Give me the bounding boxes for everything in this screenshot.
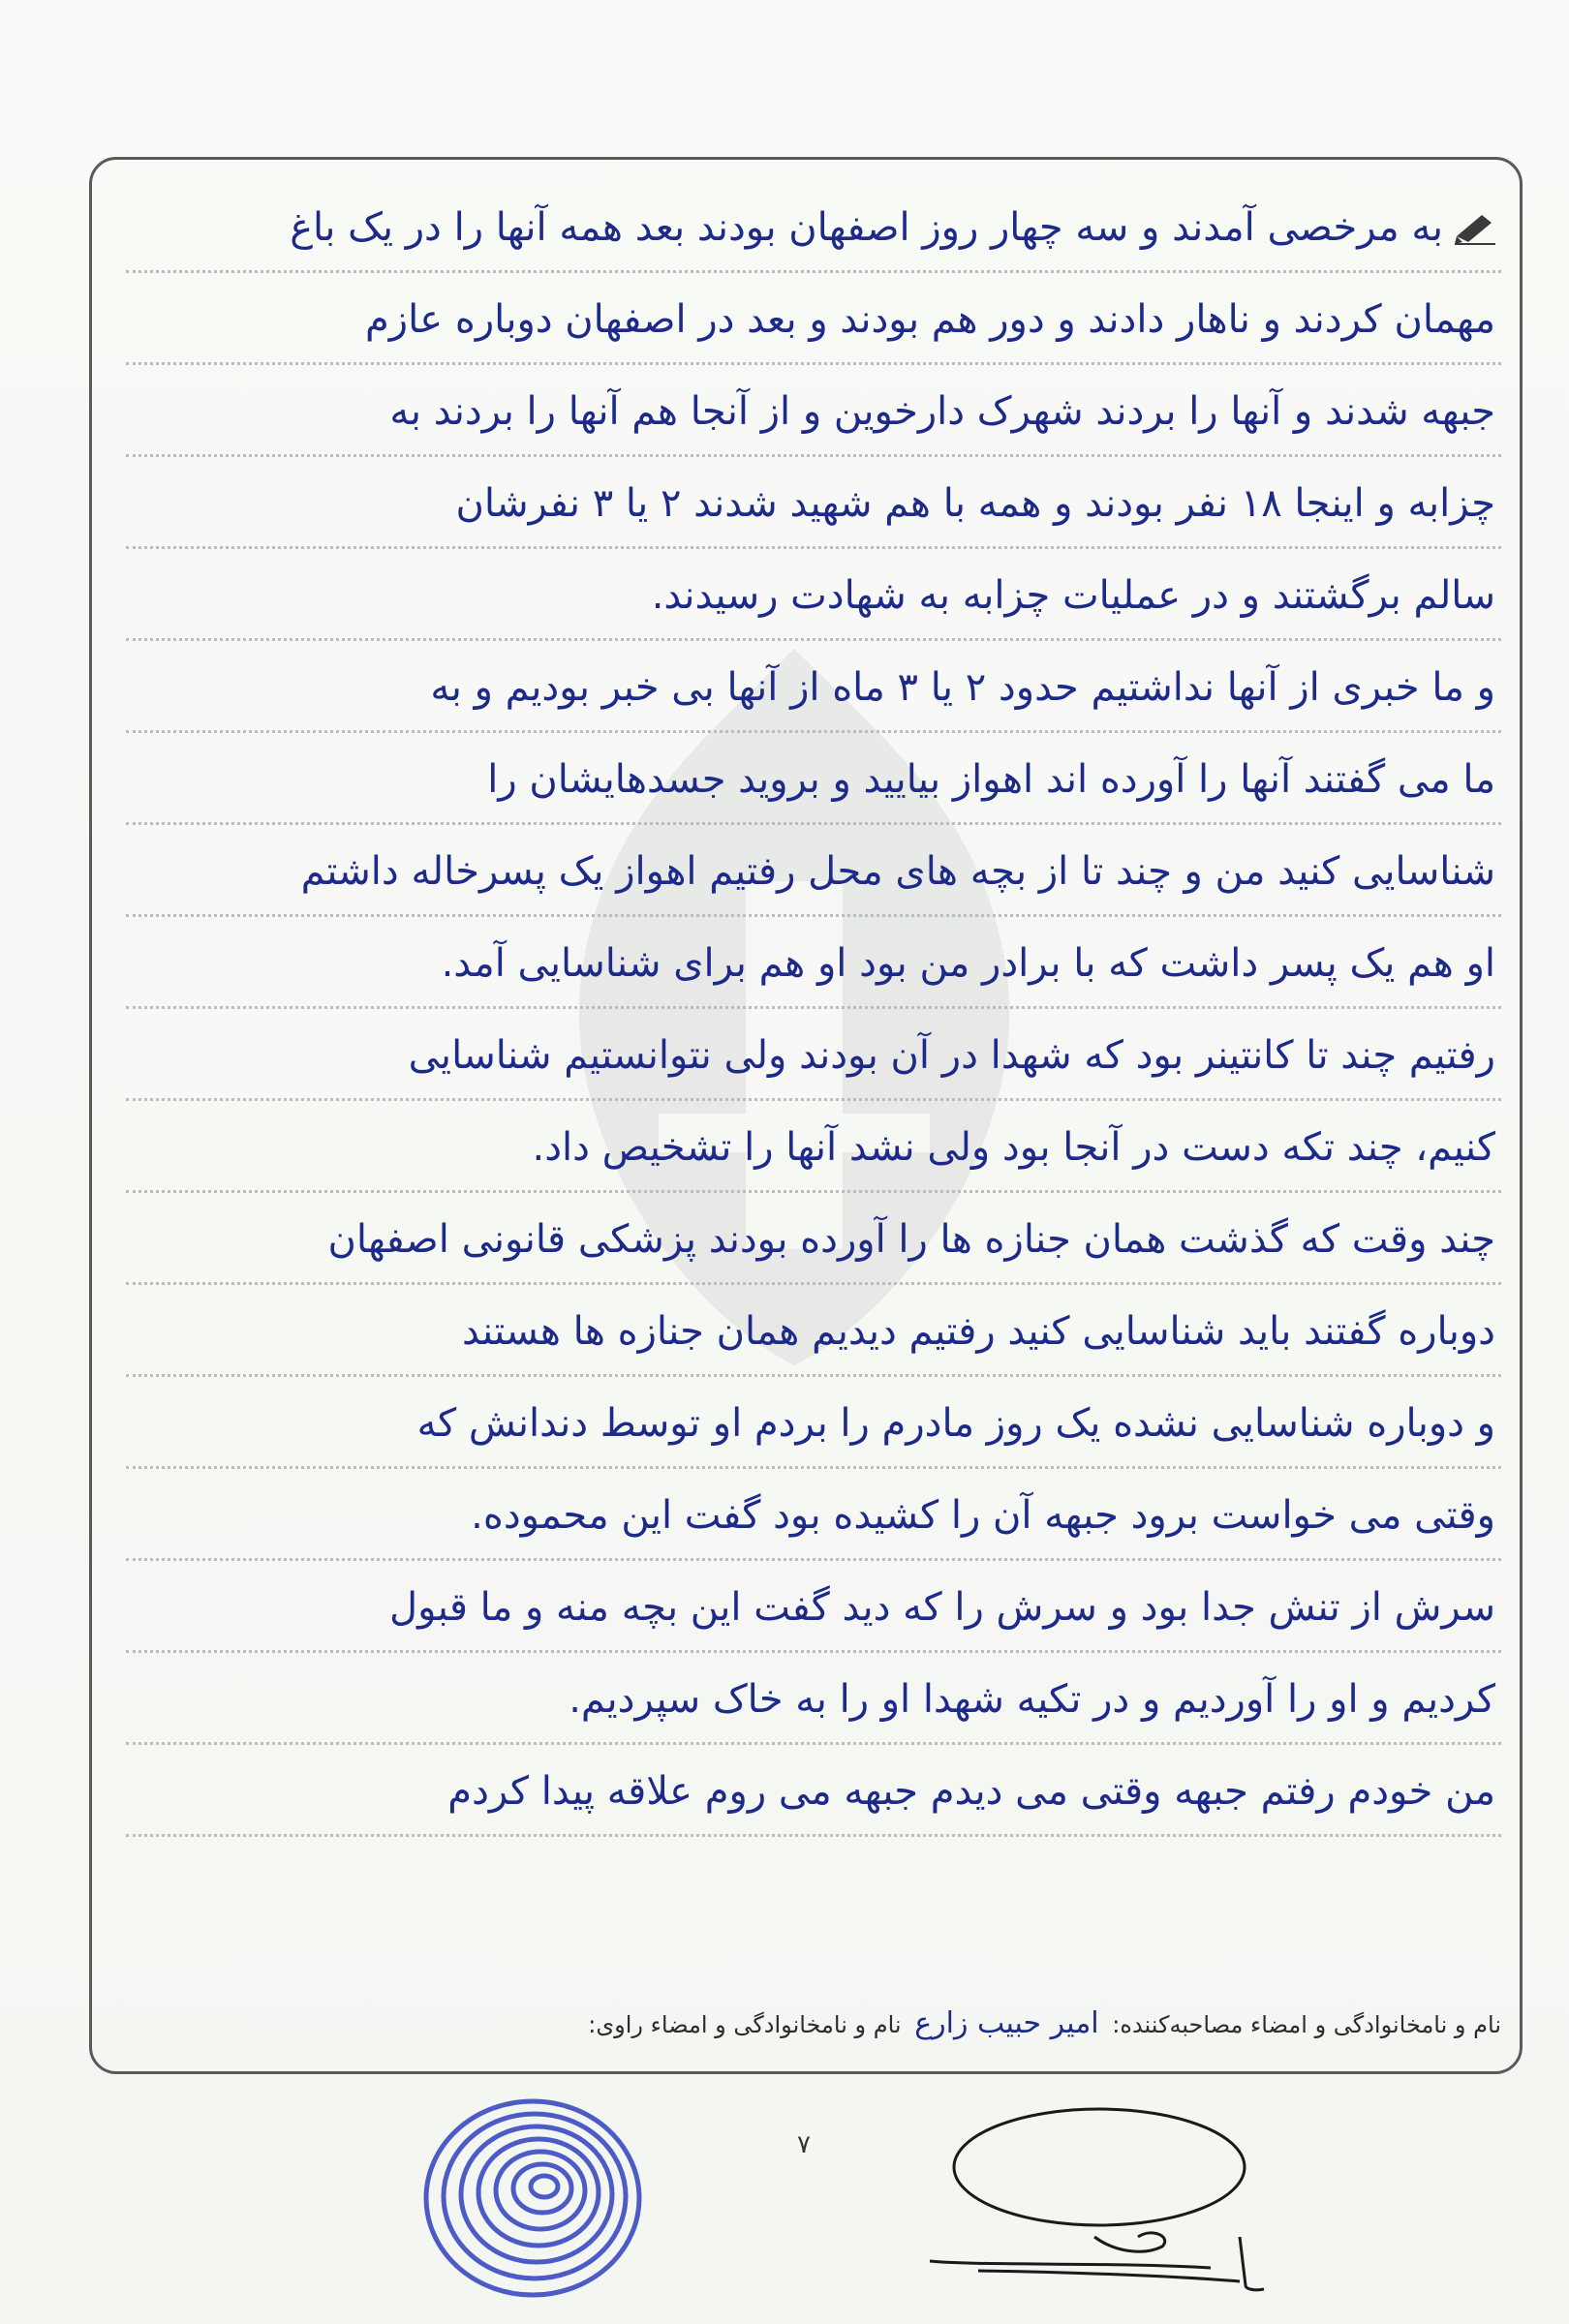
text-line-content: من خودم رفتم جبهه وقتی می دیدم جبهه می روم علاقه پیدا کردم: [447, 1769, 1495, 1814]
text-line: [126, 1574, 1501, 1653]
text-line-content: به مرخصی آمدند و سه چهار روز اصفهان بودند بعد همه آنها را در یک باغ: [290, 205, 1443, 250]
text-line-content: دوباره گفتند باید شناسایی کنید رفتیم دیدیم همان جنازه ها هستند: [462, 1309, 1495, 1354]
text-line: [126, 194, 1501, 273]
text-line-content: رفتیم چند تا کانتینر بود که شهدا در آن بودند ولی نتوانستیم شناسایی: [408, 1033, 1495, 1078]
text-line: [126, 1206, 1501, 1285]
text-line-content: ما می گفتند آنها را آورده اند اهواز بیایید و بروید جسدهایشان را: [487, 757, 1495, 802]
text-line-content: سالم برگشتند و در عملیات چزابه به شهادت رسیدند.: [651, 573, 1495, 618]
text-line: [126, 838, 1501, 917]
handwritten-text-block: [126, 194, 1501, 1850]
text-line-content: چزابه و اینجا ۱۸ نفر بودند و همه با هم شهید شدند ۲ یا ۳ نفرشان: [455, 481, 1495, 526]
text-line-content: جبهه شدند و آنها را بردند شهرک دارخوین و از آنجا هم آنها را بردند به: [389, 389, 1495, 434]
narrator-label: نام و نامخانوادگی و امضاء راوی:: [588, 2011, 902, 2038]
text-line-content: و دوباره شناسایی نشده یک روز مادرم را بردم او توسط دندانش که: [416, 1401, 1495, 1446]
text-line: [126, 654, 1501, 733]
text-line-content: او هم یک پسر داشت که با برادر من بود او هم برای شناسایی آمد.: [441, 941, 1495, 986]
text-line-content: شناسایی کنید من و چند تا از بچه های محل رفتیم اهواز یک پسرخاله داشتم: [300, 849, 1495, 894]
pen-icon: [1453, 207, 1497, 246]
text-line: [126, 1666, 1501, 1745]
text-line: [126, 930, 1501, 1009]
text-line: [126, 1298, 1501, 1377]
text-line: [126, 470, 1501, 549]
page-number: ۷: [797, 2130, 811, 2159]
text-line: [126, 1114, 1501, 1193]
signature-labels: [126, 2006, 1501, 2040]
fingerprint-mark: [407, 2082, 659, 2314]
text-line: [126, 1758, 1501, 1837]
interviewer-label: نام و نامخانوادگی و امضاء مصاحبه‌کننده:: [1112, 2011, 1501, 2038]
text-line: [126, 378, 1501, 457]
text-line: [126, 562, 1501, 641]
interviewer-name: امیر حبیب زارع: [914, 2006, 1099, 2040]
signature-mark: [920, 2092, 1346, 2314]
text-line: [126, 1022, 1501, 1101]
text-line: [126, 1482, 1501, 1561]
text-line-content: مهمان کردند و ناهار دادند و دور هم بودند و بعد در اصفهان دوباره عازم: [365, 297, 1495, 342]
text-line-content: چند وقت که گذشت همان جنازه ها را آورده بودند پزشکی قانونی اصفهان: [327, 1217, 1495, 1262]
text-line-content: کردیم و او را آوردیم و در تکیه شهدا او را به خاک سپردیم.: [569, 1677, 1495, 1722]
text-line: [126, 286, 1501, 365]
text-line: [126, 746, 1501, 825]
text-line-content: کنیم، چند تکه دست در آنجا بود ولی نشد آنها را تشخیص داد.: [532, 1125, 1495, 1170]
text-line-content: وقتی می خواست برود جبهه آن را کشیده بود گفت این محموده.: [471, 1493, 1495, 1538]
text-line-content: و ما خبری از آنها نداشتیم حدود ۲ یا ۳ ماه از آنها بی خبر بودیم و به: [430, 665, 1495, 710]
text-line-content: سرش از تنش جدا بود و سرش را که دید گفت این بچه منه و ما قبول: [389, 1585, 1495, 1630]
text-line: [126, 1390, 1501, 1469]
